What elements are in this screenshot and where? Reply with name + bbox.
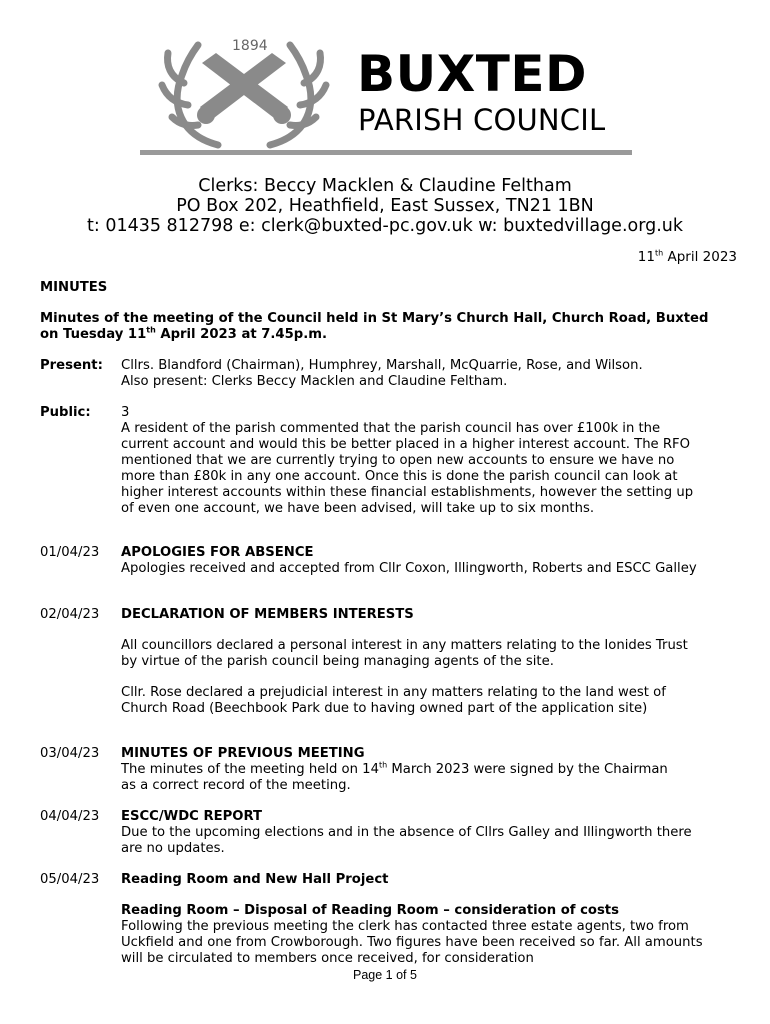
present-councillors: Cllrs. Blandford (Chairman), Humphrey, Marshall, McQuarrie, Rose, and Wilson. bbox=[121, 358, 643, 373]
page-number: Page 1 of 5 bbox=[353, 968, 417, 982]
item-text: Apologies received and accepted from Cllr Coxon, Illingworth, Roberts and ESCC Galley bbox=[121, 561, 697, 576]
item-number: 03/04/23 bbox=[40, 746, 100, 761]
item-title: DECLARATION OF MEMBERS INTERESTS bbox=[121, 607, 414, 622]
item-subtitle: Reading Room – Disposal of Reading Room – consideration of costs bbox=[121, 903, 619, 918]
item-text: Following the previous meeting the clerk has contacted three estate agents, two from Uckfield and one from Crowborough. Two figures have been received so far. All amounts will be circulated to members once received, for consideration bbox=[121, 919, 703, 966]
item-text: Due to the upcoming elections and in the absence of Cllrs Galley and Illingworth there are no updates. bbox=[121, 825, 692, 856]
present-section bbox=[121, 358, 721, 390]
contact-address: PO Box 202, Heathfield, East Sussex, TN21 1BN bbox=[176, 196, 594, 216]
item-number: 01/04/23 bbox=[40, 545, 100, 560]
meeting-intro: Minutes of the meeting of the Council held in St Mary’s Church Hall, Church Road, Buxted on Tuesday 11th April 2023 at 7.45p.m. bbox=[40, 311, 709, 342]
public-count: 3 bbox=[121, 405, 130, 420]
public-label: Public: bbox=[40, 405, 91, 420]
present-label: Present: bbox=[40, 358, 103, 373]
agenda-item-reading-room bbox=[121, 872, 706, 967]
council-subtitle: PARISH COUNCIL bbox=[358, 103, 606, 137]
item-title: APOLOGIES FOR ABSENCE bbox=[121, 545, 314, 560]
contact-phone-email-web: t: 01435 812798 e: clerk@buxted-pc.gov.uk w: buxtedvillage.org.uk bbox=[87, 216, 683, 236]
item-title: Reading Room and New Hall Project bbox=[121, 872, 389, 887]
present-clerks: Also present: Clerks Beccy Macklen and Claudine Feltham. bbox=[121, 374, 508, 389]
item-number: 04/04/23 bbox=[40, 809, 100, 824]
item-text: The minutes of the meeting held on 14th March 2023 were signed by the Chairman as a correct record of the meeting. bbox=[121, 760, 668, 793]
council-name: BUXTED bbox=[357, 45, 588, 103]
letterhead-rule bbox=[140, 150, 632, 155]
item-text: Cllr. Rose declared a prejudicial interest in any matters relating to the land west of Church Road (Beechbook Park due to having owned part of the application site) bbox=[121, 685, 666, 716]
agenda-item-apologies bbox=[121, 545, 706, 577]
public-section bbox=[121, 405, 703, 517]
document-date: 11th April 2023 bbox=[637, 248, 737, 265]
item-number: 05/04/23 bbox=[40, 872, 100, 887]
contact-clerks: Clerks: Beccy Macklen & Claudine Feltham bbox=[198, 176, 572, 196]
minutes-heading: MINUTES bbox=[40, 280, 108, 295]
founding-year: 1894 bbox=[232, 38, 268, 54]
public-comment: A resident of the parish commented that the parish council has over £100k in the current account and would this be better placed in a higher interest account. The RFO mentioned that we are currently trying to open new accounts to ensure we have no more than £80k in any one account. Once this is done the parish council can look at higher interest accounts within these financial establishments, however the setting up of even one account, we have been advised, will take up to six months. bbox=[121, 421, 694, 516]
item-number: 02/04/23 bbox=[40, 607, 100, 622]
item-text: All councillors declared a personal interest in any matters relating to the Ionides Trust by virtue of the parish council being managing agents of the site. bbox=[121, 638, 688, 669]
item-title: MINUTES OF PREVIOUS MEETING bbox=[121, 746, 365, 761]
item-title: ESCC/WDC REPORT bbox=[121, 809, 263, 824]
agenda-item-declarations bbox=[121, 607, 706, 717]
agenda-item-escc-wdc bbox=[121, 809, 706, 857]
agenda-item-previous-minutes bbox=[121, 746, 681, 794]
